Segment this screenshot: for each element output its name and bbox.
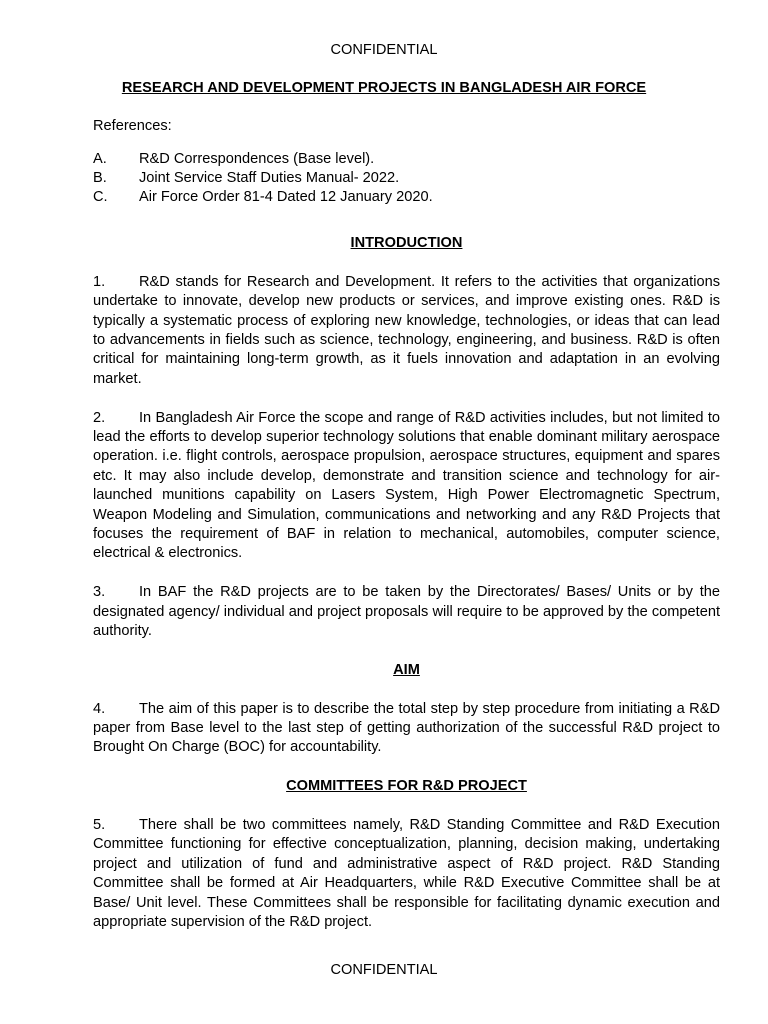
paragraph-text: In Bangladesh Air Force the scope and range of R&D activities includes, but not limited to lead the efforts to develop superior technology solutions that enable dominant military aerospace operation. i.e. flight controls, aerospace propulsion, aerospace structures, equipment and spares etc. It may also include develop, demonstrate and transition science and technology for air- launched munitions capability on Lasers System, High Power Electromagnetic Spectrum, Weapon Modeling and Simulation, communications and networking and any R&D Projects that focuses the requirement of BAF in relation to mechanical, automobiles, computer science, electrical & electronics. bbox=[93, 409, 720, 562]
reference-text: Joint Service Staff Duties Manual- 2022. bbox=[139, 170, 400, 186]
references-list bbox=[93, 150, 433, 207]
reference-item bbox=[93, 188, 433, 207]
paragraph-5 bbox=[93, 816, 720, 932]
section-heading-committees: COMMITTEES FOR R&D PROJECT bbox=[286, 778, 527, 795]
footer-security-marking: CONFIDENTIAL bbox=[330, 962, 438, 978]
document-title: RESEARCH AND DEVELOPMENT PROJECTS IN BANGLADESH AIR FORCE bbox=[121, 80, 647, 96]
paragraph-3 bbox=[93, 583, 720, 641]
paragraph-text: There shall be two committees namely, R&D Standing Committee and R&D Execution Committee functioning for effective conceptualization, planning, decision making, undertaking project and utilization of fund and administrative aspect of R&D project. R&D Standing Committee shall be formed at Air Headquarters, while R&D Executive Committee shall be at Base/ Unit level. These Committees shall be responsible for facilitating dynamic execution and appropriate supervision of the R&D project. bbox=[93, 817, 720, 931]
reference-text: R&D Correspondences (Base level). bbox=[139, 151, 375, 167]
paragraph-1 bbox=[93, 273, 720, 389]
reference-label: C. bbox=[93, 189, 108, 205]
header-security-marking: CONFIDENTIAL bbox=[330, 42, 438, 58]
paragraph-4 bbox=[93, 700, 720, 758]
paragraph-number: 4. bbox=[93, 700, 106, 717]
reference-label: B. bbox=[93, 170, 107, 186]
section-heading-aim: AIM bbox=[393, 661, 420, 678]
paragraph-number: 3. bbox=[93, 584, 106, 601]
paragraph-2 bbox=[93, 409, 720, 564]
reference-text: Air Force Order 81-4 Dated 12 January 2020. bbox=[139, 189, 433, 205]
paragraph-number: 5. bbox=[93, 817, 106, 834]
reference-item bbox=[93, 169, 433, 188]
references-heading: References: bbox=[93, 118, 172, 134]
reference-label: A. bbox=[93, 151, 107, 167]
paragraph-number: 1. bbox=[93, 273, 106, 290]
document-body bbox=[93, 234, 720, 952]
paragraph-text: In BAF the R&D projects are to be taken by the Directorates/ Bases/ Units or by the designated agency/ individual and project proposals will require to be approved by the competent authority. bbox=[93, 584, 720, 640]
reference-item bbox=[93, 150, 433, 169]
paragraph-number: 2. bbox=[93, 409, 106, 426]
paragraph-text: R&D stands for Research and Development. It refers to the activities that organizations undertake to innovate, develop new products or services, and improve existing ones. R&D is typically a systematic process of exploring new knowledge, technologies, or ideas that can lead to advancements in fields such as science, technology, engineering, and business. R&D is often critical for maintaining long-term growth, as it fuels innovation and adaptation in an evolving market. bbox=[93, 273, 720, 387]
paragraph-text: The aim of this paper is to describe the total step by step procedure from initiating a R&D paper from Base level to the last step of getting authorization of the successful R&D project to Brought On Charge (BOC) for accountability. bbox=[93, 700, 720, 756]
section-heading-introduction: INTRODUCTION bbox=[350, 235, 463, 251]
